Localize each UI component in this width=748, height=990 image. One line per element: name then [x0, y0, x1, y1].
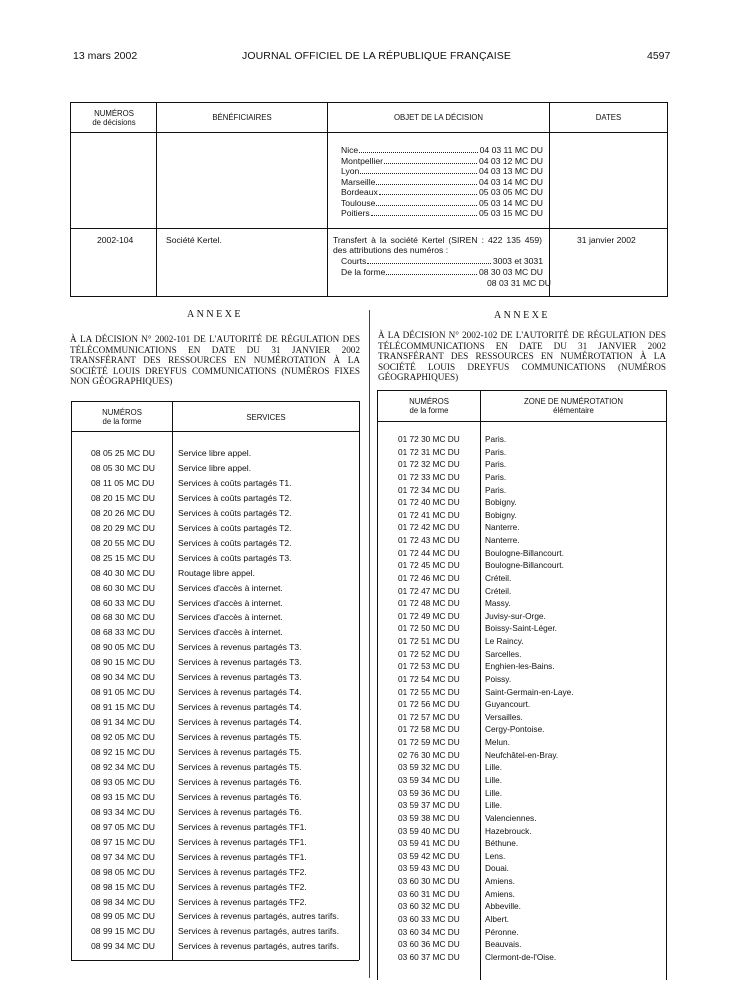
left-row-service: Services d'accès à internet.	[178, 627, 283, 638]
right-col-header-numeros: NUMÉROS de la forme	[409, 397, 449, 415]
left-row-service: Services à revenus partagés T6.	[178, 791, 302, 802]
right-row-number: 01 72 57 MC DU	[398, 711, 460, 722]
right-row-zone: Béthune.	[485, 838, 519, 849]
right-row-number: 01 72 47 MC DU	[398, 585, 460, 596]
right-row-zone: Lille.	[485, 775, 503, 785]
right-row-number: 01 72 52 MC DU	[398, 648, 460, 659]
left-row-number: 08 91 15 MC DU	[91, 702, 156, 713]
right-row-zone: Clermont-de-l'Oise.	[485, 951, 557, 962]
left-row-service: Services à revenus partagés T5.	[178, 747, 302, 757]
left-row-service: Services à revenus partagés T3.	[178, 657, 302, 668]
left-row-number: 08 97 34 MC DU	[91, 851, 156, 862]
right-row-zone: Amiens.	[485, 876, 515, 887]
left-row-number: 08 05 30 MC DU	[91, 462, 156, 473]
left-annex-subtitle: À LA DÉCISION N° 2002-101 DE L'AUTORITÉ DE RÉGULATION DES TÉLÉCOMMUNICATIONS EN DATE DU 31 JANVIER 2002 TRANSFÉRANT DES RESSOURCES EN NUMÉROTATION À LA SOCIÉTÉ LOUIS DREYFUS COMMUNICATIONS (NUMÉROS FIXES NON GÉOGRAPHIQUES)	[70, 334, 360, 387]
right-row-number: 01 72 33 MC DU	[398, 471, 460, 482]
city-label: Bordeaux	[341, 187, 378, 197]
right-row-number: 01 72 43 MC DU	[398, 535, 460, 546]
left-row-number: 08 90 05 MC DU	[91, 642, 156, 653]
city-code: 05 03 05 MC DU	[478, 187, 543, 197]
column-divider	[369, 310, 370, 978]
city-code: 04 03 11 MC DU	[479, 145, 543, 155]
left-row-service: Services à coûts partagés T2.	[178, 507, 292, 518]
left-row-number: 08 90 15 MC DU	[91, 657, 156, 668]
left-row-service: Services à coûts partagés T1.	[178, 477, 292, 488]
city-code: 04 03 12 MC DU	[478, 155, 543, 166]
left-row-number: 08 91 34 MC DU	[91, 717, 156, 728]
left-row-number: 08 92 15 MC DU	[91, 747, 156, 757]
right-row-zone: Enghien-les-Bains.	[485, 661, 555, 672]
right-row-number: 01 72 50 MC DU	[398, 623, 460, 634]
right-row-zone: Lille.	[485, 762, 503, 773]
col-header-dates: DATES	[595, 113, 622, 122]
right-row-number: 03 59 40 MC DU	[398, 825, 460, 836]
left-row-number: 08 20 15 MC DU	[91, 492, 156, 503]
right-row-zone: Amiens.	[485, 888, 515, 899]
city-code: 05 03 15 MC DU	[478, 208, 543, 218]
left-row-number: 08 93 34 MC DU	[91, 806, 156, 817]
right-row-number: 03 59 37 MC DU	[398, 800, 460, 811]
col-header-beneficiaires: BÉNÉFICIAIRES	[212, 113, 272, 122]
right-row-number: 03 60 34 MC DU	[398, 926, 460, 937]
right-row-number: 01 72 53 MC DU	[398, 661, 460, 672]
right-row-zone: Paris.	[485, 446, 507, 457]
object-text: Transfert à la société Kertel (SIREN : 422 135 459) des attributions des numéros :	[333, 235, 542, 256]
left-row-service: Services à revenus partagés T5.	[178, 732, 302, 743]
decision-date: 31 janvier 2002	[577, 235, 636, 245]
decision-number: 2002-104	[97, 235, 134, 245]
left-row-service: Services à coûts partagés T2.	[178, 537, 292, 548]
city-label: Lyon	[341, 166, 360, 176]
left-row-service: Services à revenus partagés TF2.	[178, 866, 307, 877]
right-row-zone: Massy.	[485, 598, 511, 609]
right-row-number: 01 72 41 MC DU	[398, 509, 460, 520]
right-row-zone: Paris.	[485, 484, 507, 495]
city-code: 04 03 14 MC DU	[478, 176, 543, 187]
left-row-service: Services d'accès à internet.	[178, 597, 283, 608]
city-label: Montpellier	[341, 155, 384, 166]
right-row-zone: Hazebrouck.	[485, 825, 532, 836]
left-row-number: 08 25 15 MC DU	[91, 552, 156, 563]
left-row-service: Services à revenus partagés T5.	[178, 761, 302, 772]
right-row-number: 03 60 30 MC DU	[398, 876, 460, 887]
right-row-number: 01 72 44 MC DU	[398, 547, 460, 558]
right-row-number: 03 59 36 MC DU	[398, 787, 460, 798]
left-row-number: 08 68 30 MC DU	[91, 612, 156, 623]
left-row-service: Services à revenus partagés T4.	[178, 687, 302, 698]
right-row-number: 01 72 54 MC DU	[398, 673, 460, 684]
right-col-header-zone: ZONE DE NUMÉROTATION élémentaire	[524, 397, 623, 415]
right-row-zone: Paris.	[485, 459, 507, 470]
left-row-service: Services d'accès à internet.	[178, 582, 283, 593]
left-row-service: Services à revenus partagés, autres tarifs.	[178, 911, 339, 922]
right-row-number: 03 59 42 MC DU	[398, 850, 460, 861]
right-row-zone: Valenciennes.	[485, 812, 537, 823]
left-row-service: Services à revenus partagés T3.	[178, 672, 302, 683]
left-row-number: 08 60 33 MC DU	[91, 597, 156, 608]
left-row-service: Services à revenus partagés TF1.	[178, 821, 307, 832]
city-code-list	[341, 145, 543, 219]
city-code-row	[341, 156, 543, 167]
right-row-number: 01 72 42 MC DU	[398, 522, 460, 533]
right-row-number: 01 72 58 MC DU	[398, 724, 460, 735]
right-row-zone: Melun.	[485, 737, 510, 748]
right-row-number: 01 72 31 MC DU	[398, 446, 460, 457]
right-row-number: 03 60 31 MC DU	[398, 888, 460, 899]
left-row-number: 08 11 05 MC DU	[91, 477, 155, 488]
courts-line: Courts 3003 et 3031	[341, 256, 543, 266]
right-row-number: 01 72 56 MC DU	[398, 699, 460, 710]
left-row-number: 08 40 30 MC DU	[91, 567, 156, 578]
left-row-service: Services à coûts partagés T3.	[178, 552, 292, 563]
right-row-zone: Boulogne-Billancourt.	[485, 560, 564, 571]
col-header-numeros: NUMÉROS de décisions	[92, 109, 136, 127]
right-row-number: 03 59 43 MC DU	[398, 863, 460, 874]
left-row-number: 08 99 05 MC DU	[91, 911, 156, 922]
forme-line: De la forme 08 30 03 MC DU	[341, 267, 543, 277]
right-row-number: 01 72 59 MC DU	[398, 737, 460, 748]
city-code-row	[341, 166, 543, 177]
left-row-service: Services à revenus partagés T6.	[178, 776, 302, 787]
right-row-zone: Poissy.	[485, 673, 512, 684]
header-page-number: 4597	[647, 50, 671, 62]
left-row-service: Services à coûts partagés T2.	[178, 522, 292, 533]
right-row-zone: Versailles.	[485, 711, 523, 722]
right-row-zone: Neufchâtel-en-Bray.	[485, 749, 559, 760]
right-row-zone: Albert.	[485, 913, 509, 924]
right-row-zone: Boissy-Saint-Léger.	[485, 623, 557, 634]
left-row-number: 08 98 34 MC DU	[91, 896, 156, 907]
right-row-number: 01 72 30 MC DU	[398, 434, 460, 444]
right-row-zone: Lens.	[485, 850, 506, 861]
city-label: Nice	[341, 145, 359, 155]
right-row-zone: Nanterre.	[485, 535, 520, 546]
right-row-zone: Bobigny.	[485, 497, 517, 508]
right-row-number: 01 72 40 MC DU	[398, 497, 460, 508]
left-row-number: 08 98 15 MC DU	[91, 881, 156, 892]
right-row-number: 01 72 51 MC DU	[398, 636, 460, 647]
city-code-row	[341, 145, 543, 156]
col-header-objet: OBJET DE LA DÉCISION	[393, 113, 484, 122]
left-row-number: 08 92 05 MC DU	[91, 732, 156, 743]
left-row-number: 08 98 05 MC DU	[91, 866, 156, 877]
city-code: 04 03 13 MC DU	[478, 166, 543, 176]
city-code: 05 03 14 MC DU	[478, 197, 543, 208]
left-row-number: 08 90 34 MC DU	[91, 672, 156, 683]
right-row-zone: Lille.	[485, 800, 503, 811]
city-label: Poitiers	[341, 208, 370, 218]
left-row-number: 08 97 15 MC DU	[91, 836, 156, 847]
right-row-zone: Créteil.	[485, 585, 512, 596]
right-row-zone: Beauvais.	[485, 939, 522, 950]
right-row-number: 01 72 49 MC DU	[398, 610, 460, 621]
left-row-service: Services à revenus partagés T4.	[178, 717, 302, 728]
right-row-number: 01 72 55 MC DU	[398, 686, 460, 697]
right-row-zone: Boulogne-Billancourt.	[485, 547, 564, 558]
right-row-zone: Saint-Germain-en-Laye.	[485, 686, 574, 697]
left-row-number: 08 92 34 MC DU	[91, 761, 156, 772]
city-code-row	[341, 198, 543, 209]
right-row-zone: Bobigny.	[485, 509, 517, 520]
left-row-number: 08 20 29 MC DU	[91, 522, 156, 533]
right-row-number: 01 72 48 MC DU	[398, 598, 460, 609]
right-row-zone: Guyancourt.	[485, 699, 531, 710]
right-row-number: 03 59 32 MC DU	[398, 762, 460, 773]
city-code-row	[341, 177, 543, 188]
forme-value-2: 08 03 31 MC DU	[487, 278, 552, 288]
right-row-zone: Sarcelles.	[485, 648, 522, 659]
right-row-zone: Paris.	[485, 434, 507, 444]
left-row-service: Services à revenus partagés, autres tarifs.	[178, 941, 339, 952]
left-row-service: Services à coûts partagés T2.	[178, 492, 292, 503]
city-label: Toulouse	[341, 197, 376, 208]
right-row-zone: Péronne.	[485, 926, 519, 937]
left-row-number: 08 60 30 MC DU	[91, 582, 156, 593]
right-row-number: 03 60 32 MC DU	[398, 901, 460, 912]
left-row-number: 08 20 55 MC DU	[91, 537, 156, 548]
right-row-number: 03 60 36 MC DU	[398, 939, 460, 950]
left-row-service: Services d'accès à internet.	[178, 612, 283, 623]
left-annex-title: ANNEXE	[186, 309, 244, 320]
right-row-number: 01 72 32 MC DU	[398, 459, 460, 470]
city-code-row	[341, 208, 543, 219]
left-row-service: Services à revenus partagés TF1.	[178, 836, 307, 847]
right-row-zone: Lille.	[485, 787, 503, 798]
left-row-service: Service libre appel.	[178, 462, 252, 473]
right-row-number: 03 60 33 MC DU	[398, 913, 460, 924]
left-row-number: 08 99 34 MC DU	[91, 941, 156, 952]
right-row-zone: Créteil.	[485, 572, 512, 583]
right-row-zone: Nanterre.	[485, 522, 520, 533]
city-label: Marseille	[341, 176, 376, 187]
left-row-number: 08 97 05 MC DU	[91, 821, 156, 832]
beneficiary-name: Société Kertel.	[166, 235, 222, 245]
right-row-zone: Le Raincy.	[485, 636, 524, 647]
left-row-service: Service libre appel.	[178, 448, 252, 458]
left-row-number: 08 05 25 MC DU	[91, 448, 156, 458]
right-annex-subtitle: À LA DÉCISION N° 2002-102 DE L'AUTORITÉ DE RÉGULATION DES TÉLÉCOMMUNICATIONS EN DATE DU 31 JANVIER 2002 TRANSFÉRANT DES RESSOURCES EN NUMÉROTATION À LA SOCIÉTÉ LOUIS DREYFUS COMMUNICATIONS (NUMÉROS GÉOGRAPHIQUES)	[378, 330, 666, 383]
right-row-number: 01 72 34 MC DU	[398, 484, 460, 495]
city-code-row	[341, 187, 543, 198]
right-row-number: 03 59 41 MC DU	[398, 838, 460, 849]
header-date: 13 mars 2002	[73, 50, 138, 62]
left-row-number: 08 68 33 MC DU	[91, 627, 156, 638]
left-row-number: 08 93 05 MC DU	[91, 776, 156, 787]
left-row-service: Services à revenus partagés T6.	[178, 806, 302, 817]
right-row-number: 01 72 46 MC DU	[398, 572, 460, 583]
left-col-header-services: SERVICES	[246, 413, 286, 422]
right-row-zone: Juvisy-sur-Orge.	[485, 610, 546, 621]
left-row-service: Services à revenus partagés TF1.	[178, 851, 307, 862]
right-row-zone: Cergy-Pontoise.	[485, 724, 545, 735]
right-row-number: 03 59 34 MC DU	[398, 775, 460, 785]
left-row-service: Services à revenus partagés T3.	[178, 642, 302, 653]
right-row-zone: Abbeville.	[485, 901, 521, 912]
right-row-number: 02 76 30 MC DU	[398, 749, 460, 760]
left-row-number: 08 91 05 MC DU	[91, 687, 156, 698]
left-row-number: 08 99 15 MC DU	[91, 926, 156, 937]
left-row-service: Services à revenus partagés, autres tarifs.	[178, 926, 339, 937]
left-row-service: Services à revenus partagés TF2.	[178, 896, 307, 907]
left-row-service: Routage libre appel.	[178, 567, 255, 578]
right-row-number: 01 72 45 MC DU	[398, 560, 460, 571]
right-row-number: 03 59 38 MC DU	[398, 812, 460, 823]
left-row-service: Services à revenus partagés T4.	[178, 702, 302, 713]
right-row-zone: Douai.	[485, 863, 509, 874]
left-col-header-numeros: NUMÉROS de la forme	[102, 408, 142, 426]
header-journal-title: JOURNAL OFFICIEL DE LA RÉPUBLIQUE FRANÇAISE	[242, 50, 511, 62]
left-row-number: 08 20 26 MC DU	[91, 507, 156, 518]
left-row-service: Services à revenus partagés TF2.	[178, 881, 307, 892]
right-row-zone: Paris.	[485, 471, 507, 482]
left-row-number: 08 93 15 MC DU	[91, 791, 156, 802]
right-annex-title: ANNEXE	[493, 310, 551, 321]
right-row-number: 03 60 37 MC DU	[398, 951, 460, 962]
